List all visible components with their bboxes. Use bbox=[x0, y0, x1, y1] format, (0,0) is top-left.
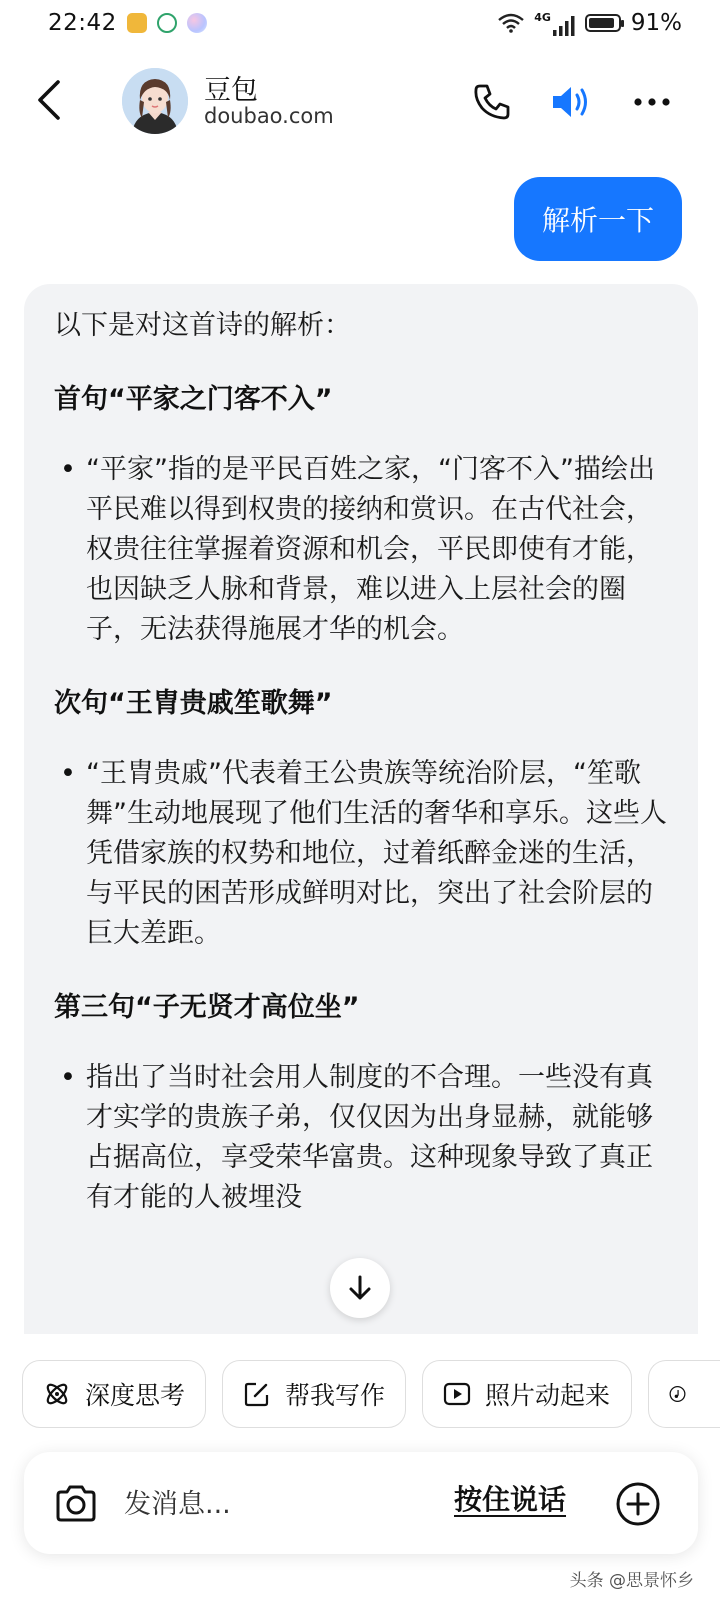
quick-action-music[interactable] bbox=[648, 1360, 720, 1428]
play-video-icon bbox=[443, 1380, 471, 1408]
status-bar bbox=[0, 0, 720, 46]
bullet-text: “平家”指的是平民百姓之家，“门客不入”描绘出平民难以得到权贵的接纳和赏识。在古代社会，权贵往往掌握着资源和机会，平民即使有才能，也因缺乏人脉和背景，难以进入上层社会的圈子，无法获得施展才华的机会。 bbox=[86, 454, 655, 645]
quick-action-label: 照片动起来 bbox=[485, 1381, 611, 1410]
hold-to-talk-button[interactable]: 按住说话 bbox=[454, 1483, 567, 1516]
notification-app-icon bbox=[127, 13, 147, 33]
list-item bbox=[54, 754, 668, 954]
quick-action-writing[interactable] bbox=[222, 1360, 406, 1428]
bullet-icon: • bbox=[60, 1062, 76, 1093]
camera-icon[interactable] bbox=[52, 1480, 100, 1528]
bullet-text: “王胄贵戚”代表着王公贵族等统治阶层，“笙歌舞”生动地展现了他们生活的奢华和享乐。这些人凭借家族的权势和地位，过着纸醉金迷的生活，与平民的困苦形成鲜明对比，突出了社会阶层的巨大差距。 bbox=[86, 758, 667, 949]
status-time: 22:42 bbox=[48, 10, 117, 36]
assistant-reply-card[interactable] bbox=[24, 284, 698, 1334]
quick-action-label: 帮我写作 bbox=[285, 1381, 386, 1410]
contact-domain: doubao.com bbox=[204, 104, 334, 128]
battery-icon bbox=[585, 14, 621, 32]
bullet-icon: • bbox=[60, 454, 76, 485]
bullet-text: 指出了当时社会用人制度的不合理。一些没有真才实学的贵族子弟，仅仅因为出身显赫，就能够占据高位，享受荣华富贵。这种现象导致了真正有才能的人被埋没 bbox=[86, 1062, 653, 1213]
atom-icon bbox=[43, 1380, 71, 1408]
scroll-to-bottom-button[interactable] bbox=[330, 1258, 390, 1318]
battery-level bbox=[589, 18, 614, 28]
section-title: 首句“平家之门客不入” bbox=[54, 384, 333, 415]
phone-icon[interactable] bbox=[470, 80, 514, 124]
wifi-icon bbox=[498, 13, 524, 33]
notification-app-icon bbox=[157, 13, 177, 33]
network-type-label: 4G bbox=[534, 10, 551, 24]
music-icon bbox=[669, 1379, 686, 1409]
signal-icon bbox=[553, 16, 575, 36]
user-message-text: 解析一下 bbox=[541, 204, 654, 237]
section-title: 第三句“子无贤才高位坐” bbox=[54, 992, 360, 1023]
message-input[interactable] bbox=[124, 1476, 424, 1532]
bullet-icon: • bbox=[60, 758, 76, 789]
chat-header bbox=[0, 56, 720, 146]
message-composer bbox=[24, 1452, 698, 1554]
contact-name: 豆包 bbox=[204, 75, 258, 106]
plus-circle-icon[interactable] bbox=[614, 1480, 662, 1528]
edit-icon bbox=[243, 1380, 271, 1408]
watermark: 头条 @思景怀乡 bbox=[569, 1571, 694, 1591]
more-icon[interactable] bbox=[630, 80, 674, 124]
list-item bbox=[54, 1058, 668, 1218]
quick-action-animate-photo[interactable] bbox=[422, 1360, 632, 1428]
section-title: 次句“王胄贵戚笙歌舞” bbox=[54, 688, 333, 719]
user-message-bubble[interactable] bbox=[514, 177, 682, 261]
quick-action-label: 深度思考 bbox=[85, 1381, 186, 1410]
battery-percent: 91% bbox=[630, 10, 682, 36]
avatar[interactable] bbox=[122, 68, 188, 134]
arrow-down-icon bbox=[346, 1274, 374, 1302]
reply-intro: 以下是对这首诗的解析： bbox=[54, 310, 351, 341]
back-arrow-icon[interactable] bbox=[30, 76, 70, 124]
list-item bbox=[54, 450, 668, 650]
notification-app-icon bbox=[187, 13, 207, 33]
quick-action-deep-think[interactable] bbox=[22, 1360, 206, 1428]
speaker-icon[interactable] bbox=[548, 80, 592, 124]
